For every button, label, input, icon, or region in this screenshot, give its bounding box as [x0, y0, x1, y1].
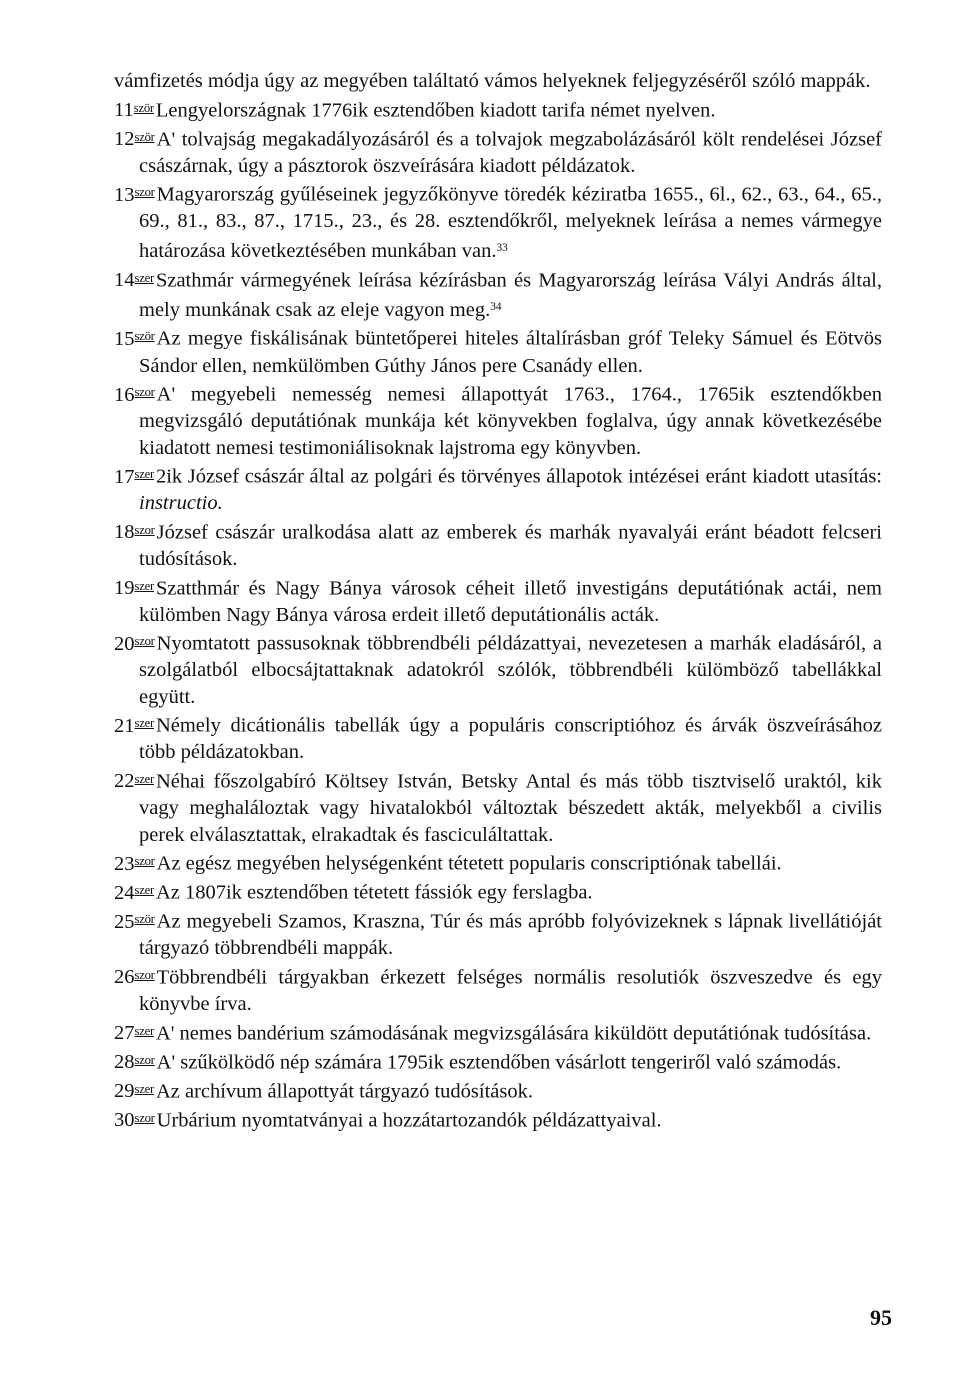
list-item: [114, 323, 882, 379]
item-number: [114, 966, 157, 988]
item-number: [114, 715, 156, 737]
item-number: [114, 328, 157, 350]
item-text: Néhai főszolgabíró Költsey István, Betsky Antal és más több tisztviselő uraktól, kik vagy meghaláloztak vagy hivatalokból változtak bészedett akták, melyekből a civilis perek elválasztattak, elrakadtak és fasciculáltattak.: [139, 770, 882, 846]
item-number-value: 22: [114, 770, 135, 793]
list-item: [114, 124, 882, 180]
item-ordinal-suffix: szer: [134, 467, 154, 482]
item-text: Némely dicátionális tabellák úgy a populáris conscriptióhoz és árvák öszveírásához több példázatokban.: [139, 714, 882, 764]
item-ordinal-suffix: szer: [134, 578, 154, 593]
list-item: [114, 877, 882, 906]
page-number: 95: [870, 1305, 892, 1330]
item-text: Többrendbéli tárgyakban érkezett felséges normális resolutiók öszveszedve és egy könyvbe írva.: [139, 966, 882, 1015]
item-ordinal-suffix: szer: [134, 772, 154, 787]
list-item: [114, 379, 882, 461]
item-number-value: 26: [114, 966, 135, 989]
list-item: [114, 628, 882, 710]
item-ordinal-suffix: szor: [134, 1052, 155, 1067]
item-ordinal-suffix: szer: [134, 716, 154, 731]
item-text: József császár uralkodása alatt az emberek és marhák nyavalyái eránt béadott felcseri tudósítások.: [139, 521, 882, 570]
item-number-value: 24: [114, 881, 135, 904]
item-number-value: 23: [114, 852, 135, 875]
item-ordinal-suffix: szor: [134, 185, 155, 200]
item-ordinal-suffix: szer: [134, 883, 154, 898]
item-number: [114, 882, 156, 904]
item-ordinal-suffix: szor: [134, 634, 155, 649]
item-number-value: 21: [114, 714, 135, 737]
item-number-value: 13: [114, 183, 135, 206]
item-number-value: 20: [114, 632, 135, 655]
item-number-value: 29: [114, 1080, 135, 1103]
item-number-value: 19: [114, 577, 135, 599]
list-item: [114, 179, 882, 264]
item-text: Szatthmár és Nagy Bánya városok céheit illető investigáns deputátiónak actái, nem külömben Nagy Bánya városa erdeit illető deputátionális acták.: [139, 577, 882, 626]
item-number-value: 12: [114, 128, 135, 151]
item-number: [114, 853, 157, 875]
item-ordinal-suffix: szer: [134, 1081, 154, 1096]
list-item: [114, 68, 882, 95]
list-item: [114, 766, 882, 848]
list-item: [114, 461, 882, 517]
list-item: [114, 906, 882, 962]
item-text: Az megye fiskálisának büntetőperei hiteles általírásban gróf Teleky Sámuel és Eötvös Sándor ellen, nemkülömben Gúthy János pere Csanády ellen.: [139, 327, 882, 377]
item-ordinal-suffix: szor: [134, 854, 155, 869]
item-number-value: 16: [114, 383, 135, 406]
item-number: [114, 384, 157, 406]
item-text: Magyarország gyűléseinek jegyzőkönyve töredék kéziratba 1655., 6l., 62., 63., 64., 65., 69., 81., 83., 87., 1715., 23., és 28. esztendőkről, melyeknek leírása a nemes vármegye határozása következtésében munkában van.: [139, 183, 882, 263]
item-number: [114, 521, 157, 543]
item-ordinal-suffix: ször: [134, 129, 155, 144]
item-number: [114, 770, 156, 792]
item-number: [114, 269, 156, 291]
item-ordinal-suffix: szer: [134, 1023, 154, 1038]
list-item: [114, 517, 882, 573]
item-number: [114, 1022, 156, 1044]
item-text: Az megyebeli Szamos, Kraszna, Túr és más apróbb folyóvizeknek s lápnak livellátióját tárgyazó többrendbéli mappák.: [139, 910, 882, 960]
item-italic-text: instructio.: [139, 492, 223, 515]
list-item: [114, 265, 882, 324]
item-number: [114, 128, 157, 150]
item-number: [114, 466, 156, 488]
item-ordinal-suffix: ször: [134, 329, 155, 344]
list-item: [114, 1047, 882, 1076]
item-number-value: 11: [114, 99, 134, 122]
item-text: A' megyebeli nemesség nemesi állapottyát 1763., 1764., 1765ik esztendőkben megvizsgáló deputátiónak munkája két könyvekben foglalva, úgy annak következésébe kiadatott nemesi testimoniálisoknak lajstroma egy könyvben.: [139, 383, 882, 459]
list-item: [114, 95, 882, 124]
list-item: [114, 573, 882, 629]
item-number-value: 25: [114, 910, 135, 933]
item-number-value: 14: [114, 269, 135, 292]
item-ordinal-suffix: szor: [134, 1110, 155, 1125]
item-text: A' nemes bandérium számodásának megvizsgálására kiküldött deputátiónak tudósítása.: [155, 1022, 872, 1044]
item-text: vámfizetés módja úgy az megyében találtató vámos helyeknek feljegyzéséről szóló mappák.: [114, 70, 871, 92]
item-text: Urbárium nyomtatványai a hozzátartozandók példázattyaival.: [156, 1109, 662, 1132]
item-number: [114, 1080, 156, 1102]
item-text: A' szűkölködő nép számára 1795ik esztendőben vásárlott tengeriről való számodás.: [156, 1051, 842, 1074]
item-number: [114, 633, 157, 655]
item-number-value: 15: [114, 327, 135, 350]
item-number: [114, 911, 157, 933]
item-ordinal-suffix: ször: [133, 100, 154, 115]
footnote-marker: 33: [496, 241, 508, 254]
item-number-value: 17: [114, 465, 135, 488]
item-ordinal-suffix: szor: [134, 522, 155, 537]
footnote-marker: 34: [490, 300, 502, 313]
list-item: [114, 848, 882, 877]
item-number: [114, 99, 156, 121]
list-item: [114, 962, 882, 1018]
item-text: Nyomtatott passusoknak többrendbéli példázattyai, nevezetesen a marhák eladásáról, a szolgálatból elbocsájtattaknak adatokról szólók, többrendbéli külömböző tabellákkal együtt.: [139, 632, 882, 708]
item-text: Lengyelországnak 1776ik esztendőben kiadott tarifa német nyelven.: [155, 99, 716, 122]
item-ordinal-suffix: szor: [134, 967, 155, 982]
list-item: [114, 1105, 882, 1134]
list-item: [114, 710, 882, 766]
list-item: [114, 1018, 882, 1047]
item-text: Szathmár vármegyének leírása kézírásban és Magyarország leírása Vályi András által, mely munkának csak az eleje vagyon meg.: [139, 269, 882, 321]
item-text: 2ik József császár által az polgári és törvényes állapotok intézései eránt kiadott utasítás:: [155, 465, 882, 488]
item-ordinal-suffix: ször: [134, 912, 155, 927]
inventory-list: [114, 68, 882, 1134]
item-ordinal-suffix: szor: [134, 385, 155, 400]
item-number: [114, 577, 156, 599]
item-text: A' tolvajság megakadályozásáról és a tolvajok megzabolázásáról költ rendelései József császárnak, úgy a pásztorok öszveírására kiadott példázatok.: [139, 128, 882, 177]
item-number-value: 28: [114, 1051, 135, 1074]
item-number: [114, 1109, 157, 1131]
item-number-value: 30: [114, 1109, 135, 1132]
item-ordinal-suffix: szer: [134, 270, 154, 285]
item-text: Az 1807ik esztendőben tétetett fássiók egy ferslagba.: [155, 881, 593, 904]
item-number-value: 18: [114, 521, 135, 544]
item-text: Az archívum állapottyát tárgyazó tudósítások.: [155, 1080, 533, 1103]
item-number: [114, 1051, 157, 1073]
item-number-value: 27: [114, 1022, 135, 1044]
list-item: [114, 1076, 882, 1105]
item-text: Az egész megyében helységenként tétetett popularis conscriptiónak tabellái.: [156, 852, 782, 875]
item-number: [114, 184, 157, 206]
